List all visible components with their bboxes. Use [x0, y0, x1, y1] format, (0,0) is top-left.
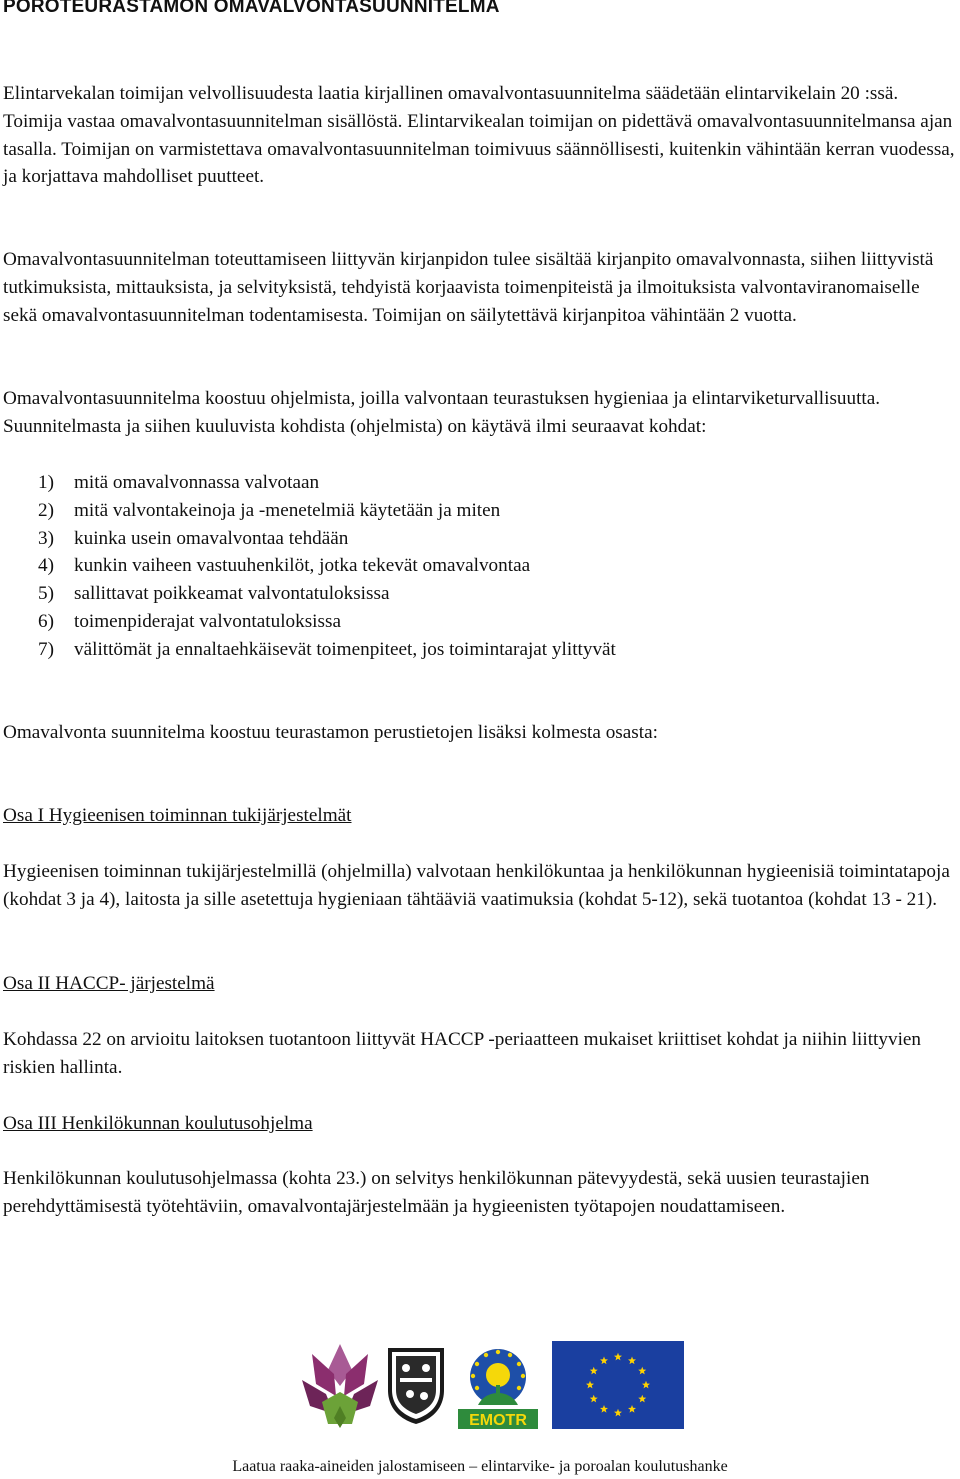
requirements-list — [3, 469, 616, 664]
eu-flag-logo — [552, 1341, 684, 1429]
parts-intro: Omavalvonta suunnitelma koostuu teurastamon perustietojen lisäksi kolmesta osasta: — [3, 722, 658, 743]
list-item: 6) toimenpiderajat valvontatuloksissa — [38, 610, 341, 632]
list-item: 4) kunkin vaiheen vastuuhenkilöt, jotka tekevät omavalvontaa — [38, 555, 531, 577]
bookkeeping-paragraph: Omavalvontasuunnitelman toteuttamiseen liittyvän kirjanpidon tulee sisältää kirjanpito omavalvonnasta, siihen liittyvistä tutkimuksista, mittauksista, ja selvityksistä, tehdyistä korjaavista toimenpiteistä ja ilmoituksista valvontaviranomaiselle sekä omavalvontasuunnitelman todentamisesta. Toimijan on säilytettävä kirjanpitoa vähintään 2 vuotta. — [3, 249, 934, 326]
list-item: 1) mitä omavalvonnassa valvotaan — [38, 472, 320, 493]
list-item: 5) sallittavat poikkeamat valvontatuloksissa — [38, 583, 390, 605]
list-item: 2) mitä valvontakeinoja ja -menetelmiä käytetään ja miten — [38, 499, 501, 521]
emotr-logo — [456, 1345, 540, 1431]
footer-project-name: Laatua raaka-aineiden jalostamiseen – elintarvike- ja poroalan koulutushanke — [232, 1458, 728, 1475]
emotr-label: EMOTR — [469, 1412, 527, 1429]
part2-text: Kohdassa 22 on arvioitu laitoksen tuotantoon liittyvät HACCP -periaatteen mukaiset kriittiset kohdat ja niihin liittyvien riskien hallinta. — [3, 1029, 922, 1078]
part1-text: Hygieenisen toiminnan tukijärjestelmillä (ohjelmilla) valvotaan henkilökuntaa ja henkilökunnan hygieenisiä toimintatapoja (kohdat 3 ja 4), laitosta ja sille asetettuja hygieniaan tähtääviä vaatimuksia (kohdat 5-12), sekä tuotantoa (kohdat 13 - 21). — [3, 861, 950, 910]
intro-paragraph: Elintarvekalan toimijan velvollisuudesta laatia kirjallinen omavalvontasuunnitelma säädetään elintarvikelain 20 :ssä. Toimija vastaa omavalvontasuunnitelman sisällöstä. Elintarvikealan toimijan on pidettävä omavalvontasuunnitelmansa ajan tasalla. Toimijan on varmistettava omavalvontasuunnitelman toimivuus säännöllisesti, kuitenkin vähintään kerran vuodessa, ja korjattava mahdolliset puutteet. — [3, 83, 955, 188]
part2-heading: Osa II HACCP- järjestelmä — [3, 973, 215, 994]
flower-logo — [300, 1340, 380, 1430]
part3-text: Henkilökunnan koulutusohjelmassa (kohta 23.) on selvitys henkilökunnan pätevyydestä, sekä uusien teurastajien perehdyttämisestä työtehtäviin, omavalvontajärjestelmään ja hygieenisten työtapojen noudattamiseen. — [3, 1168, 870, 1217]
document-title: POROTEURASTAMON OMAVALVONTASUUNNITELMA — [3, 0, 500, 17]
list-item: 7) välittömät ja ennaltaehkäisevät toimenpiteet, jos toimintarajat ylittyvät — [38, 638, 616, 660]
part1-heading: Osa I Hygieenisen toiminnan tukijärjestelmät — [3, 805, 352, 826]
part3-heading: Osa III Henkilökunnan koulutusohjelma — [3, 1113, 313, 1134]
list-item: 3) kuinka usein omavalvontaa tehdään — [38, 527, 349, 549]
programs-paragraph: Omavalvontasuunnitelma koostuu ohjelmista, joilla valvontaan teurastuksen hygieniaa ja elintarviketurvallisuutta. Suunnitelmasta ja siihen kuuluvista kohdista (ohjelmista) on käytävä ilmi seuraavat kohdat: — [3, 388, 881, 437]
coat-of-arms-logo — [386, 1346, 446, 1426]
